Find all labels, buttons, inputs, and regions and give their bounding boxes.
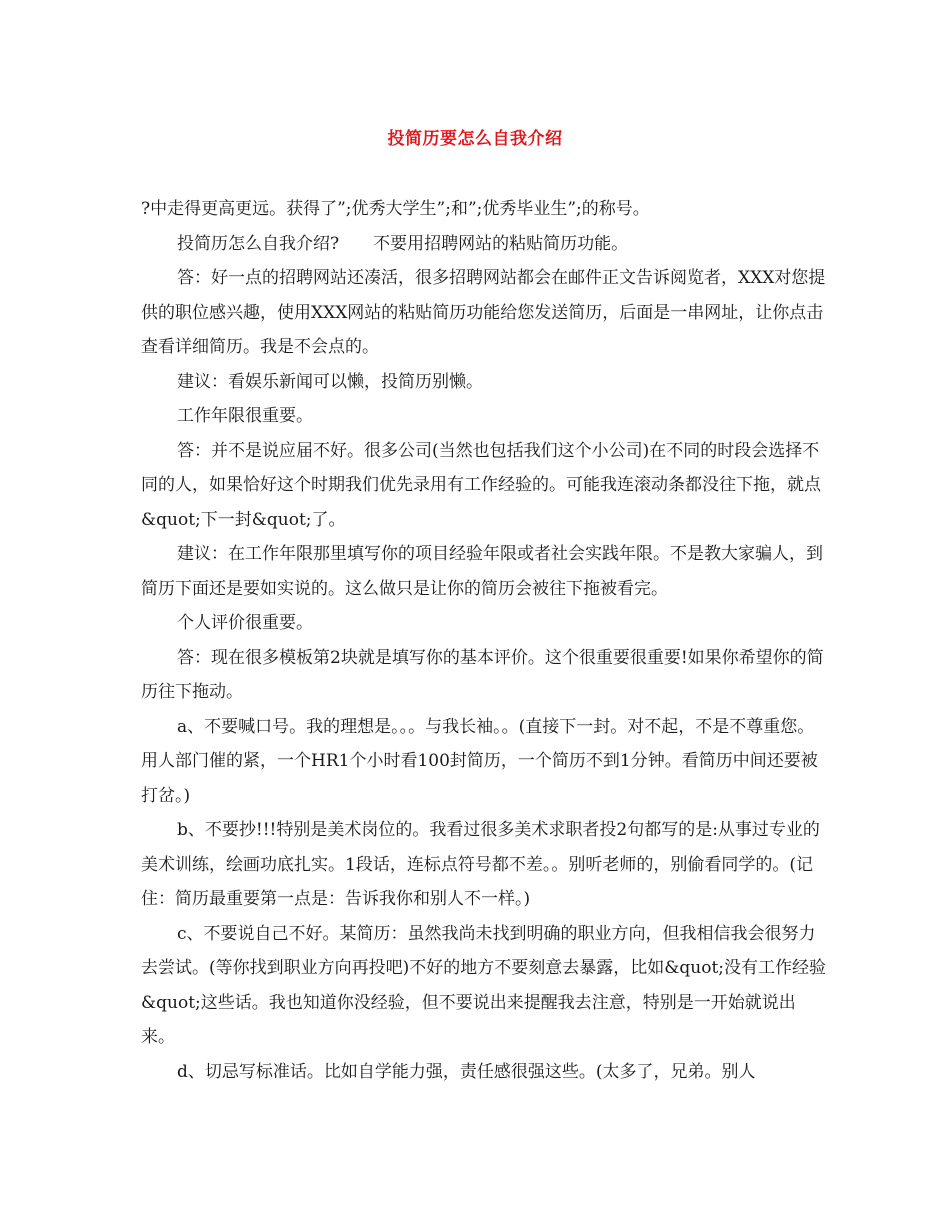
paragraph-answer-1: 答：好一点的招聘网站还凑活，很多招聘网站都会在邮件正文告诉阅览者，XXX对您提供的职位感兴趣，使用XXX网站的粘贴简历功能给您发送简历，后面是一串网址，让你点击查看详细简历。我是不会点的。 bbox=[141, 268, 826, 357]
paragraph-item-a: a、不要喊口号。我的理想是。。。与我长袖。。(直接下一封。对不起，不是不尊重您。用人部门催的紧，一个HR1个小时看100封简历，一个简历不到1分钟。看简历中间还要被打岔。) bbox=[141, 716, 818, 806]
paragraph-suggestion-2: 建议：在工作年限那里填写你的项目经验年限或者社会实践年限。不是教大家骗人，到简历下面还是要如实说的。这么做只是让你的简历会被往下拖被看完。 bbox=[141, 544, 823, 599]
paragraph-question-heading: 投简历怎么自我介绍? 不要用招聘网站的粘贴简历功能。 bbox=[177, 233, 629, 254]
paragraph-answer-3: 答：现在很多模板第2块就是填写你的基本评价。这个很重要很重要!如果你希望你的简历往下拖动。 bbox=[141, 647, 824, 702]
paragraph-continuation: ?中走得更高更远。获得了”;优秀大学生”;和”;优秀毕业生”;的称号。 bbox=[141, 199, 650, 219]
paragraph-heading-self-evaluation: 个人评价很重要。 bbox=[177, 613, 313, 633]
paragraph-suggestion-1: 建议：看娱乐新闻可以懒，投简历别懒。 bbox=[177, 371, 483, 392]
paragraph-item-c: c、不要说自己不好。某简历：虽然我尚未找到明确的职业方向，但我相信我会很努力去尝试。(等你找到职业方向再投吧)不好的地方不要刻意去暴露，比如&quot;没有工作经验&quot;这些话。我也知道你没经验，但不要说出来提醒我去注意，特别是一开始就说出来。 bbox=[141, 923, 827, 1047]
paragraph-answer-2: 答：并不是说应届不好。很多公司(当然也包括我们这个小公司)在不同的时段会选择不同的人，如果恰好这个时期我们优先录用有工作经验的。可能我连滚动条都没往下拖，就点&quot;下一封&quot;了。 bbox=[141, 440, 821, 530]
paragraph-heading-work-years: 工作年限很重要。 bbox=[177, 406, 313, 426]
paragraph-item-b: b、不要抄!!!特别是美术岗位的。我看过很多美术求职者投2句都写的是:从事过专业的美术训练，绘画功底扎实。1段话，连标点符号都不差。。别听老师的，别偷看同学的。(记住：简历最重要第一点是：告诉我你和别人不一样。) bbox=[141, 820, 820, 909]
paragraph-item-d: d、切忌写标准话。比如自学能力强，责任感很强这些。(太多了，兄弟。别人 bbox=[177, 1061, 756, 1082]
document-title: 投简历要怎么自我介绍 bbox=[387, 129, 563, 149]
document-body bbox=[141, 192, 829, 1089]
